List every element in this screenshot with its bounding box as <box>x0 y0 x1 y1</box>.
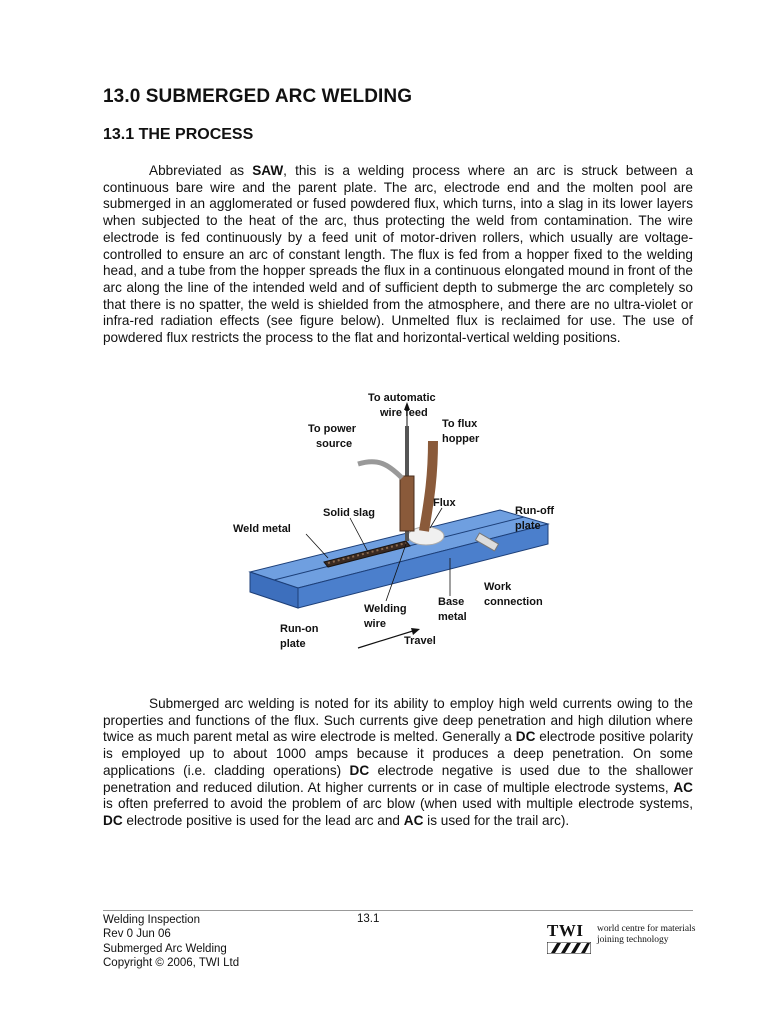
twi-logo <box>547 921 727 961</box>
currents-paragraph <box>103 696 693 830</box>
footer-copyright: Copyright © 2006, TWI Ltd <box>103 957 240 970</box>
p2-s1: Submerged arc welding is noted for its ability to employ high weld currents owing to the properties and functions of the flux. Such currents give deep penetration and high dilution where twice as much parent metal as wire electrode is melted. Generally a <box>103 696 693 745</box>
label-run-off-2: plate <box>515 520 541 532</box>
dc-term: DC <box>103 812 123 828</box>
page-number: 13.1 <box>357 913 380 925</box>
label-flux-hopper-2: hopper <box>442 433 480 445</box>
label-run-on-2: plate <box>280 638 306 650</box>
footer-revision: Rev 0 Jun 06 <box>103 928 171 941</box>
label-work-2: connection <box>484 596 543 608</box>
process-paragraph <box>103 163 693 347</box>
twi-tagline-1: world centre for materials <box>597 924 696 934</box>
label-run-on-1: Run-on <box>280 623 319 635</box>
label-wire-feed-1: To automatic <box>368 392 436 404</box>
power-cable <box>358 462 402 478</box>
label-base-2: metal <box>438 611 467 623</box>
label-solid-slag: Solid slag <box>323 507 375 519</box>
twi-tagline-2: joining technology <box>597 935 669 945</box>
travel-arrowhead <box>411 628 420 635</box>
footer-chapter: Submerged Arc Welding <box>103 942 227 955</box>
p2-s3: electrode negative is used due to the shallower penetration and reduced dilution. At higher currents or in case of multiple electrode systems, <box>103 762 693 795</box>
leader-weld-metal <box>306 534 328 558</box>
label-travel: Travel <box>404 635 436 647</box>
label-run-off-1: Run-off <box>515 505 555 517</box>
twi-tagline <box>597 924 695 946</box>
p2-s5: electrode positive is used for the lead arc and <box>122 812 404 828</box>
label-flux-hopper-1: To flux <box>442 418 478 430</box>
footer-divider <box>103 910 693 911</box>
twi-wordmark: TWI <box>547 921 584 940</box>
label-welding-2: wire <box>364 618 387 630</box>
p1-rest: , this is a welding process where an arc is struck between a continuous bare wire and the parent plate. The arc, electrode end and the molten pool are submerged in an agglomerated or fused powdered flux, which turns, into a slag in its lower layers when subjected to the heat of the arc, thus protecting the weld from contamination. The wire electrode is fed continuously by a feed unit of motor-driven rollers, which usually are voltage-controlled to ensure an arc of constant length. The flux is fed from a hopper fixed to the welding head, and a tube from the hopper spreads the flux in a continuous elongated mound in front of the arc along the line of the intended weld and of sufficient depth to submerge the arc completely so that there is no spatter, the weld is shielded from the atmosphere, and there are no ultra-violet or infra-red radiation effects (see figure below). Unmelted flux is reclaimed for use. The use of powdered flux restricts the process to the flat and horizontal-vertical welding positions. <box>103 163 693 346</box>
saw-process-figure <box>228 386 568 656</box>
section-heading: 13.0 SUBMERGED ARC WELDING <box>103 86 413 107</box>
label-work-1: Work <box>484 581 512 593</box>
label-welding-1: Welding <box>364 603 407 615</box>
label-power-1: To power <box>308 423 357 435</box>
saw-term: SAW <box>252 163 284 178</box>
saw-diagram <box>228 386 568 656</box>
footer-info <box>103 913 239 971</box>
label-weld-metal: Weld metal <box>233 523 291 535</box>
label-base-1: Base <box>438 596 465 608</box>
ac-term: AC <box>403 812 424 828</box>
dc-term: DC <box>349 762 370 778</box>
label-wire-feed-2: wire feed <box>380 407 428 419</box>
p1-intro: Abbreviated as <box>149 163 253 178</box>
twi-stripes-icon <box>547 942 591 954</box>
p2-s6: is used for the trail arc). <box>423 812 570 828</box>
p2-s2: electrode positive polarity is employed up to about 1000 amps because it produces a deep penetration. On some applications (i.e. cladding operations) <box>103 729 693 778</box>
ac-term: AC <box>673 779 693 795</box>
p2-s4: is often preferred to avoid the problem of arc blow (when used with multiple electrode systems, <box>103 796 693 812</box>
dc-term: DC <box>515 729 536 745</box>
label-flux: Flux <box>433 497 456 509</box>
label-power-2: source <box>316 438 353 450</box>
footer-course: Welding Inspection <box>103 914 200 926</box>
flux-tube <box>424 441 433 531</box>
contact-tube <box>400 476 414 531</box>
subsection-heading: 13.1 THE PROCESS <box>103 126 254 143</box>
